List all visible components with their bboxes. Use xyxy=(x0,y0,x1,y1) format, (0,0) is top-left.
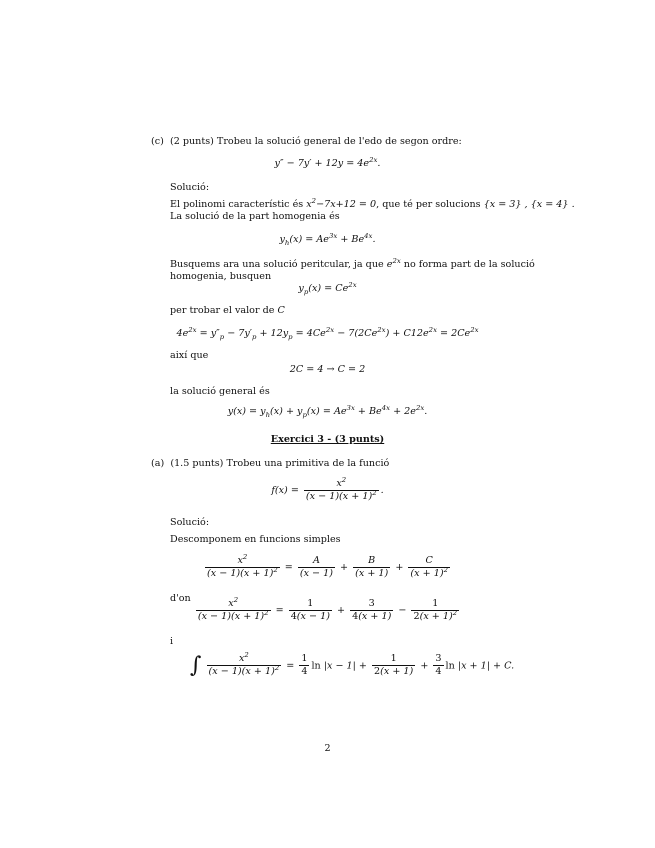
descomp-intro: Descomponem en funcions simples xyxy=(170,534,341,545)
part-label: (c) xyxy=(151,136,164,147)
general-intro: la solució general és xyxy=(170,386,270,397)
homog-solution: $y_h(x) = Ae^{3x} + Be^{4x}$. xyxy=(279,231,376,247)
c-value: 2C = 4 → C = 2 xyxy=(289,364,366,375)
substitution-equation: $4e^{2x} = y''_p - 7y'_p + 12y_p = 4Ce^{2x} - 7(2Ce^{2x}) + C12e^{2x} = 2Ce^{2x}$ xyxy=(176,325,479,341)
function-definition: f(x) = $\frac{x^2}{(x - 1)(x + 1)^2}$ . xyxy=(271,475,384,502)
integral-result: ∫ $\frac{x^2}{(x - 1)(x + 1)^2}$ = $\frac{1}{4}$ ln |x − 1| + $\frac{1}{2(x + 1)}$ + $\frac{3}{4}$ ln |x + 1| + C. xyxy=(190,651,515,678)
part-c-statement xyxy=(151,136,462,148)
homog-intro: La solució de la part homogenia és xyxy=(170,211,340,222)
statement-text: (2 punts) Trobeu la solució general de l'edo de segon ordre: xyxy=(169,136,462,147)
exercise-title: Exercici 3 - (3 punts) xyxy=(270,434,385,445)
char-poly-line: El polinomi característic és $x^2-7x+12 = 0$, que té per solucions {x = 3} , {x = 4} . xyxy=(170,196,575,210)
solucio-label-a: Solució: xyxy=(170,517,210,528)
i-label: i xyxy=(170,636,174,647)
ode-equation: $y'' - 7y' + 12y = 4e^{2x}$. xyxy=(274,155,381,169)
particular-intro-2: homogenia, busquen xyxy=(170,271,272,282)
solucio-label-c: Solució: xyxy=(170,182,210,193)
page-number: 2 xyxy=(324,743,331,754)
partial-fractions-values: $\frac{x^2}{(x - 1)(x + 1)^2}$ = $\frac{1}{4(x - 1)}$ + $\frac{3}{4(x + 1)}$ − $\frac{1}{2(x + 1)^2}$ xyxy=(197,595,458,622)
find-c-line: per trobar el valor de C xyxy=(170,305,285,316)
part-a-statement: (a) (1.5 punts) Trobeu una primitiva de la funció xyxy=(151,458,390,469)
don-label: d'on xyxy=(170,593,191,604)
particular-intro: Busquems ara una solució peritcular, ja que $e^{2x}$ no forma part de la solució xyxy=(170,256,535,270)
partial-fractions-general: $\frac{x^2}{(x - 1)(x + 1)^2}$ = $\frac{A}{(x - 1)}$ + $\frac{B}{(x + 1)}$ + $\frac{C}{(x + 1)^2}$ xyxy=(207,552,448,579)
aixi-que: així que xyxy=(170,350,209,361)
general-solution: $y(x) = y_h(x) + y_p(x) = Ae^{3x} + Be^{4x} + 2e^{2x}$. xyxy=(227,403,428,419)
particular-solution: $y_p(x) = Ce^{2x}$ xyxy=(298,280,357,296)
